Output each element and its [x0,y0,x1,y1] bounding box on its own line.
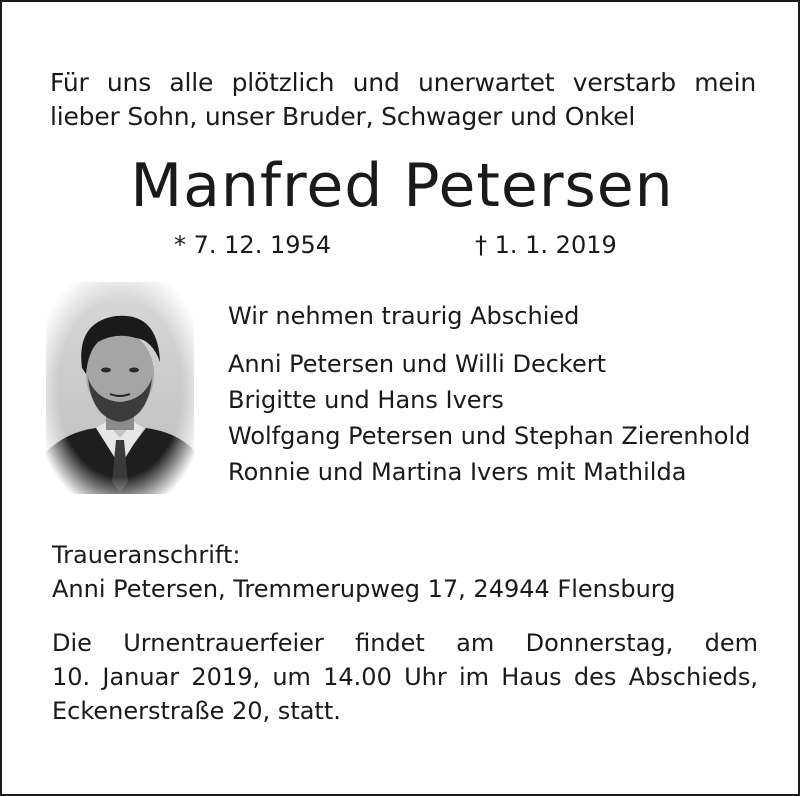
intro-text [50,66,756,134]
family-member: Ronnie und Martina Ivers mit Mathilda [228,458,687,486]
ceremony-line-3: Eckenerstraße 20, statt. [52,697,341,725]
death-date: † 1. 1. 2019 [475,231,617,259]
ceremony-line-1: Die Urnentrauerfeier findet am Donnerstag, dem [52,629,758,657]
address-value: Anni Petersen, Tremmerupweg 17, 24944 Flensburg [52,575,676,603]
intro-line-2: lieber Sohn, unser Bruder, Schwager und Onkel [50,102,636,131]
family-member: Anni Petersen und Willi Deckert [228,350,606,378]
family-list [228,298,750,490]
mourning-address [52,538,675,606]
portrait-image [46,282,194,494]
family-member: Wolfgang Petersen und Stephan Zierenhold [228,422,751,450]
birth-date: * 7. 12. 1954 [174,231,332,259]
family-member: Brigitte und Hans Ivers [228,386,504,414]
ceremony-info [52,626,758,728]
deceased-name: Manfred Petersen [130,151,674,221]
address-label: Traueranschrift: [52,541,241,569]
ceremony-line-2: 10. Januar 2019, um 14.00 Uhr im Haus des Abschieds, [52,663,758,691]
farewell-heading: Wir nehmen traurig Abschied [228,302,580,330]
intro-line-1: Für uns alle plötzlich und unerwartet verstarb mein [50,68,756,97]
portrait-photo [46,282,194,494]
